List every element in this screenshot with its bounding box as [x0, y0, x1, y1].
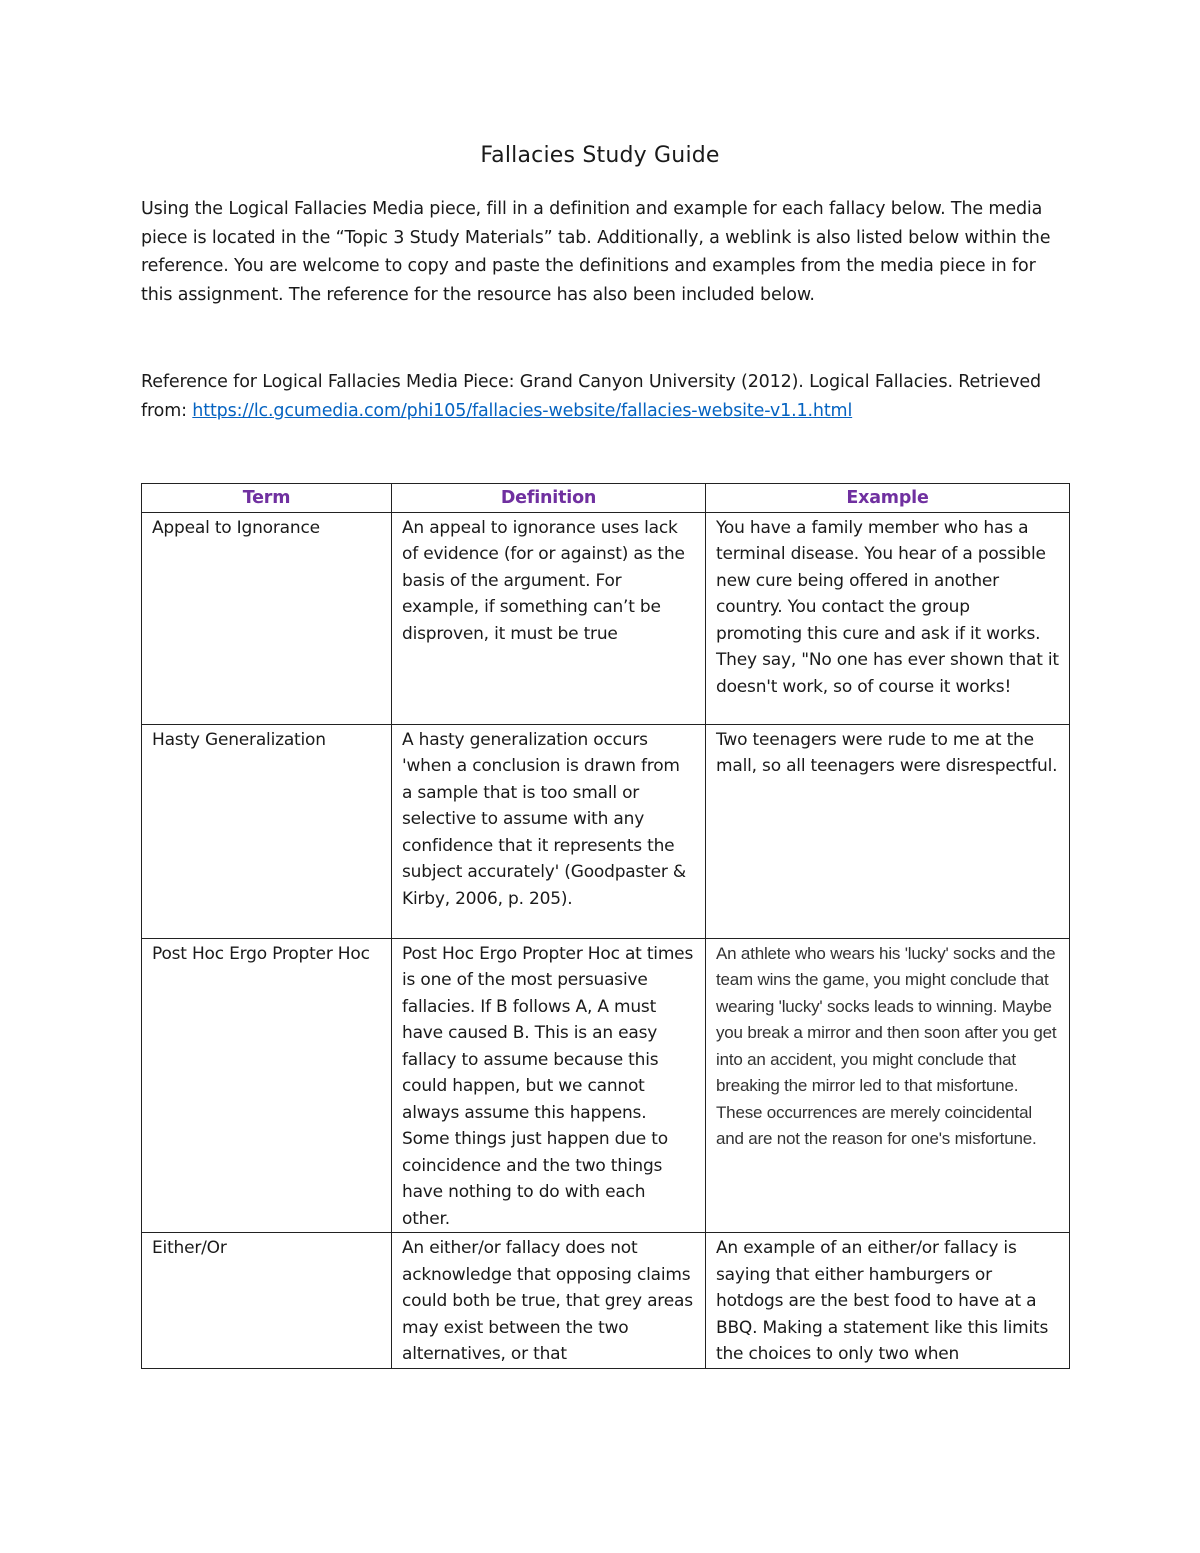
definition-cell: A hasty generalization occurs 'when a conclusion is drawn from a sample that is too small or selective to assume with any confidence that it represents the subject accurately' (Goodpaster & Kirby, 2006, p. 205).	[392, 724, 706, 938]
term-cell: Hasty Generalization	[142, 724, 392, 938]
definition-cell: An appeal to ignorance uses lack of evidence (for or against) as the basis of the argument. For example, if something can’t be disproven, it must be true	[392, 512, 706, 724]
reference-link[interactable]: https://lc.gcumedia.com/phi105/fallacies-website/fallacies-website-v1.1.html	[192, 400, 853, 421]
table-row	[142, 724, 1070, 938]
header-example: Example	[706, 484, 1070, 513]
page-title: Fallacies Study Guide	[480, 143, 720, 168]
reference-text: Reference for Logical Fallacies Media Piece: Grand Canyon University (2012). Logical Fallacies. Retrieved from:	[141, 372, 1042, 421]
example-cell: An athlete who wears his 'lucky' socks and the team wins the game, you might conclude that wearing 'lucky' socks leads to winning. Maybe you break a mirror and then soon after you get into an accident, you might conclude that breaking the mirror led to that misfortune. These occurrences are merely coincidental and are not the reason for one's misfortune.	[706, 938, 1070, 1233]
term-cell: Appeal to Ignorance	[142, 512, 392, 724]
table-row	[142, 512, 1070, 724]
header-term: Term	[142, 484, 392, 513]
table-row	[142, 938, 1070, 1233]
reference-paragraph	[141, 368, 1066, 425]
example-cell: Two teenagers were rude to me at the mall, so all teenagers were disrespectful.	[706, 724, 1070, 938]
definition-cell: An either/or fallacy does not acknowledge that opposing claims could both be true, that grey areas may exist between the two alternatives, or that	[392, 1233, 706, 1369]
example-cell: You have a family member who has a terminal disease. You hear of a possible new cure being offered in another country. You contact the group promoting this cure and ask if it works. They say, "No one has ever shown that it doesn't work, so of course it works!	[706, 512, 1070, 724]
term-cell: Post Hoc Ergo Propter Hoc	[142, 938, 392, 1233]
table-header-row	[142, 484, 1070, 513]
definition-cell: Post Hoc Ergo Propter Hoc at times is one of the most persuasive fallacies. If B follows A, A must have caused B. This is an easy fallacy to assume because this could happen, but we cannot always assume this happens. Some things just happen due to coincidence and the two things have nothing to do with each other.	[392, 938, 706, 1233]
table-row	[142, 1233, 1070, 1369]
example-cell: An example of an either/or fallacy is saying that either hamburgers or hotdogs are the best food to have at a BBQ. Making a statement like this limits the choices to only two when	[706, 1233, 1070, 1369]
header-definition: Definition	[392, 484, 706, 513]
fallacies-table	[141, 483, 1070, 1369]
term-cell: Either/Or	[142, 1233, 392, 1369]
instructions-paragraph: Using the Logical Fallacies Media piece, fill in a definition and example for each fallacy below. The media piece is located in the “Topic 3 Study Materials” tab. Additionally, a weblink is also listed below within the reference. You are welcome to copy and paste the definitions and examples from the media piece in for this assignment. The reference for the resource has also been included below.	[141, 199, 1051, 305]
